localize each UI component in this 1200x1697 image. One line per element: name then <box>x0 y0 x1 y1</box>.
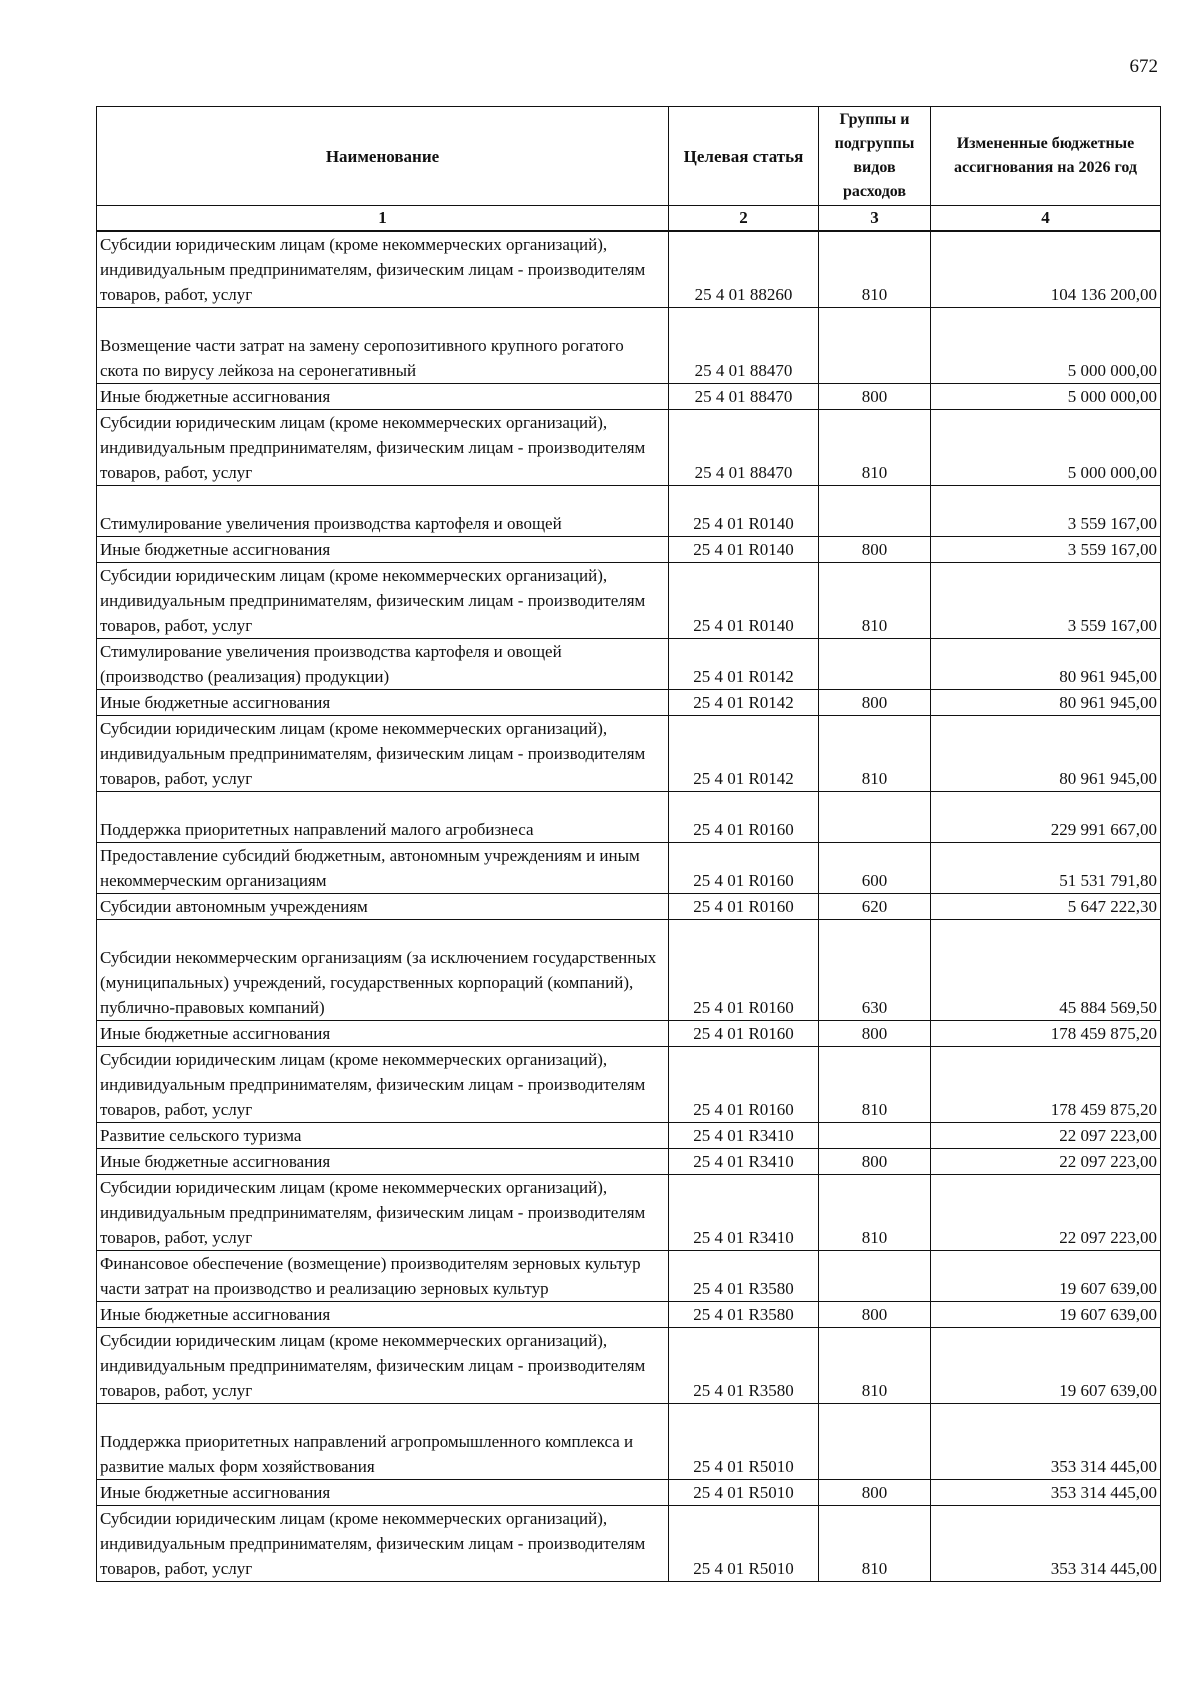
row-expense-group: 800 <box>819 1149 931 1175</box>
row-name: Субсидии юридическим лицам (кроме некоммерческих организаций), индивидуальным предпринимателям, физическим лицам - производителям товаров, работ, услуг <box>97 1328 669 1404</box>
row-target-article: 25 4 01 R0142 <box>669 716 819 792</box>
table-row <box>97 1021 1161 1047</box>
row-name: Иные бюджетные ассигнования <box>97 1480 669 1506</box>
row-target-article: 25 4 01 R0160 <box>669 894 819 920</box>
row-expense-group: 810 <box>819 1175 931 1251</box>
budget-table <box>96 106 1161 1582</box>
table-row <box>97 486 1161 537</box>
table-row <box>97 920 1161 1021</box>
row-expense-group <box>819 1123 931 1149</box>
table-row <box>97 1149 1161 1175</box>
row-target-article: 25 4 01 88470 <box>669 410 819 486</box>
row-target-article: 25 4 01 R5010 <box>669 1480 819 1506</box>
row-amount: 178 459 875,20 <box>931 1021 1161 1047</box>
row-expense-group: 630 <box>819 920 931 1021</box>
row-target-article: 25 4 01 88260 <box>669 231 819 308</box>
row-name: Субсидии автономным учреждениям <box>97 894 669 920</box>
row-target-article: 25 4 01 R0160 <box>669 843 819 894</box>
row-name: Стимулирование увеличения производства картофеля и овощей (производство (реализация) продукции) <box>97 639 669 690</box>
row-name: Субсидии юридическим лицам (кроме некоммерческих организаций), индивидуальным предпринимателям, физическим лицам - производителям товаров, работ, услуг <box>97 1047 669 1123</box>
header-number-1: 1 <box>97 206 669 232</box>
row-name: Иные бюджетные ассигнования <box>97 384 669 410</box>
table-row <box>97 537 1161 563</box>
table-row <box>97 1251 1161 1302</box>
table-row <box>97 690 1161 716</box>
row-amount: 80 961 945,00 <box>931 690 1161 716</box>
table-row <box>97 894 1161 920</box>
row-amount: 19 607 639,00 <box>931 1302 1161 1328</box>
table-row <box>97 1328 1161 1404</box>
row-name: Иные бюджетные ассигнования <box>97 690 669 716</box>
page-number: 672 <box>1129 56 1158 77</box>
row-target-article: 25 4 01 R5010 <box>669 1404 819 1480</box>
row-name: Предоставление субсидий бюджетным, автономным учреждениям и иным некоммерческим организациям <box>97 843 669 894</box>
row-expense-group: 600 <box>819 843 931 894</box>
row-expense-group: 800 <box>819 1480 931 1506</box>
row-expense-group <box>819 486 931 537</box>
row-name: Стимулирование увеличения производства картофеля и овощей <box>97 486 669 537</box>
row-expense-group <box>819 639 931 690</box>
row-amount: 5 000 000,00 <box>931 410 1161 486</box>
row-expense-group <box>819 1251 931 1302</box>
row-expense-group <box>819 1404 931 1480</box>
row-expense-group: 810 <box>819 1328 931 1404</box>
row-target-article: 25 4 01 88470 <box>669 308 819 384</box>
table-row <box>97 231 1161 308</box>
row-amount: 19 607 639,00 <box>931 1328 1161 1404</box>
row-amount: 45 884 569,50 <box>931 920 1161 1021</box>
row-amount: 22 097 223,00 <box>931 1149 1161 1175</box>
row-target-article: 25 4 01 R3410 <box>669 1123 819 1149</box>
header-number-2: 2 <box>669 206 819 232</box>
row-target-article: 25 4 01 R3410 <box>669 1175 819 1251</box>
table-row <box>97 639 1161 690</box>
table-body <box>97 231 1161 1582</box>
row-name: Субсидии юридическим лицам (кроме некоммерческих организаций), индивидуальным предпринимателям, физическим лицам - производителям товаров, работ, услуг <box>97 231 669 308</box>
row-amount: 5 647 222,30 <box>931 894 1161 920</box>
row-amount: 5 000 000,00 <box>931 308 1161 384</box>
table-header <box>97 107 1161 232</box>
row-target-article: 25 4 01 R0160 <box>669 920 819 1021</box>
row-amount: 22 097 223,00 <box>931 1175 1161 1251</box>
row-target-article: 25 4 01 R3580 <box>669 1302 819 1328</box>
row-name: Возмещение части затрат на замену серопозитивного крупного рогатого скота по вирусу лейкоза на серонегативный <box>97 308 669 384</box>
row-target-article: 25 4 01 R0160 <box>669 1021 819 1047</box>
table-row <box>97 384 1161 410</box>
row-target-article: 25 4 01 R5010 <box>669 1506 819 1582</box>
header-name: Наименование <box>97 107 669 206</box>
header-number-4: 4 <box>931 206 1161 232</box>
table-row <box>97 843 1161 894</box>
header-expense-groups: Группы и подгруппы видов расходов <box>819 107 931 206</box>
row-target-article: 25 4 01 88470 <box>669 384 819 410</box>
row-expense-group: 810 <box>819 716 931 792</box>
row-name: Развитие сельского туризма <box>97 1123 669 1149</box>
row-target-article: 25 4 01 R0142 <box>669 690 819 716</box>
row-expense-group: 810 <box>819 410 931 486</box>
row-amount: 229 991 667,00 <box>931 792 1161 843</box>
header-number-3: 3 <box>819 206 931 232</box>
row-name: Субсидии юридическим лицам (кроме некоммерческих организаций), индивидуальным предпринимателям, физическим лицам - производителям товаров, работ, услуг <box>97 1175 669 1251</box>
header-amount: Измененные бюджетные ассигнования на 2026 год <box>931 107 1161 206</box>
table-row <box>97 1506 1161 1582</box>
table-row <box>97 1047 1161 1123</box>
row-target-article: 25 4 01 R0140 <box>669 486 819 537</box>
table-row <box>97 1123 1161 1149</box>
row-name: Иные бюджетные ассигнования <box>97 537 669 563</box>
row-name: Поддержка приоритетных направлений агропромышленного комплекса и развитие малых форм хозяйствования <box>97 1404 669 1480</box>
row-amount: 353 314 445,00 <box>931 1506 1161 1582</box>
row-target-article: 25 4 01 R0140 <box>669 563 819 639</box>
table-row <box>97 410 1161 486</box>
table-row <box>97 1480 1161 1506</box>
row-amount: 104 136 200,00 <box>931 231 1161 308</box>
row-expense-group: 620 <box>819 894 931 920</box>
row-expense-group: 800 <box>819 384 931 410</box>
row-name: Субсидии некоммерческим организациям (за исключением государственных (муниципальных) учреждений, государственных корпораций (компаний), публично-правовых компаний) <box>97 920 669 1021</box>
row-expense-group: 800 <box>819 690 931 716</box>
row-name: Субсидии юридическим лицам (кроме некоммерческих организаций), индивидуальным предпринимателям, физическим лицам - производителям товаров, работ, услуг <box>97 1506 669 1582</box>
row-expense-group: 800 <box>819 537 931 563</box>
row-expense-group: 810 <box>819 1047 931 1123</box>
row-amount: 353 314 445,00 <box>931 1404 1161 1480</box>
row-expense-group: 810 <box>819 231 931 308</box>
header-target-article: Целевая статья <box>669 107 819 206</box>
table-row <box>97 1302 1161 1328</box>
row-name: Субсидии юридическим лицам (кроме некоммерческих организаций), индивидуальным предпринимателям, физическим лицам - производителям товаров, работ, услуг <box>97 410 669 486</box>
row-expense-group <box>819 792 931 843</box>
row-amount: 3 559 167,00 <box>931 563 1161 639</box>
row-name: Субсидии юридическим лицам (кроме некоммерческих организаций), индивидуальным предпринимателям, физическим лицам - производителям товаров, работ, услуг <box>97 716 669 792</box>
row-amount: 3 559 167,00 <box>931 486 1161 537</box>
row-amount: 353 314 445,00 <box>931 1480 1161 1506</box>
row-name: Поддержка приоритетных направлений малого агробизнеса <box>97 792 669 843</box>
row-name: Субсидии юридическим лицам (кроме некоммерческих организаций), индивидуальным предпринимателям, физическим лицам - производителям товаров, работ, услуг <box>97 563 669 639</box>
row-expense-group: 800 <box>819 1302 931 1328</box>
row-expense-group: 800 <box>819 1021 931 1047</box>
row-amount: 5 000 000,00 <box>931 384 1161 410</box>
row-target-article: 25 4 01 R3580 <box>669 1251 819 1302</box>
row-target-article: 25 4 01 R0140 <box>669 537 819 563</box>
table-row <box>97 792 1161 843</box>
row-amount: 80 961 945,00 <box>931 716 1161 792</box>
row-target-article: 25 4 01 R0160 <box>669 792 819 843</box>
row-expense-group: 810 <box>819 1506 931 1582</box>
table-row <box>97 1175 1161 1251</box>
row-target-article: 25 4 01 R3410 <box>669 1149 819 1175</box>
row-amount: 178 459 875,20 <box>931 1047 1161 1123</box>
row-expense-group <box>819 308 931 384</box>
table-row <box>97 1404 1161 1480</box>
row-name: Иные бюджетные ассигнования <box>97 1302 669 1328</box>
row-target-article: 25 4 01 R0160 <box>669 1047 819 1123</box>
row-target-article: 25 4 01 R0142 <box>669 639 819 690</box>
row-amount: 22 097 223,00 <box>931 1123 1161 1149</box>
row-amount: 80 961 945,00 <box>931 639 1161 690</box>
row-target-article: 25 4 01 R3580 <box>669 1328 819 1404</box>
row-name: Иные бюджетные ассигнования <box>97 1149 669 1175</box>
row-amount: 51 531 791,80 <box>931 843 1161 894</box>
row-name: Финансовое обеспечение (возмещение) производителям зерновых культур части затрат на производство и реализацию зерновых культур <box>97 1251 669 1302</box>
table-row <box>97 308 1161 384</box>
row-amount: 3 559 167,00 <box>931 537 1161 563</box>
table-row <box>97 563 1161 639</box>
row-expense-group: 810 <box>819 563 931 639</box>
row-name: Иные бюджетные ассигнования <box>97 1021 669 1047</box>
table-row <box>97 716 1161 792</box>
row-amount: 19 607 639,00 <box>931 1251 1161 1302</box>
